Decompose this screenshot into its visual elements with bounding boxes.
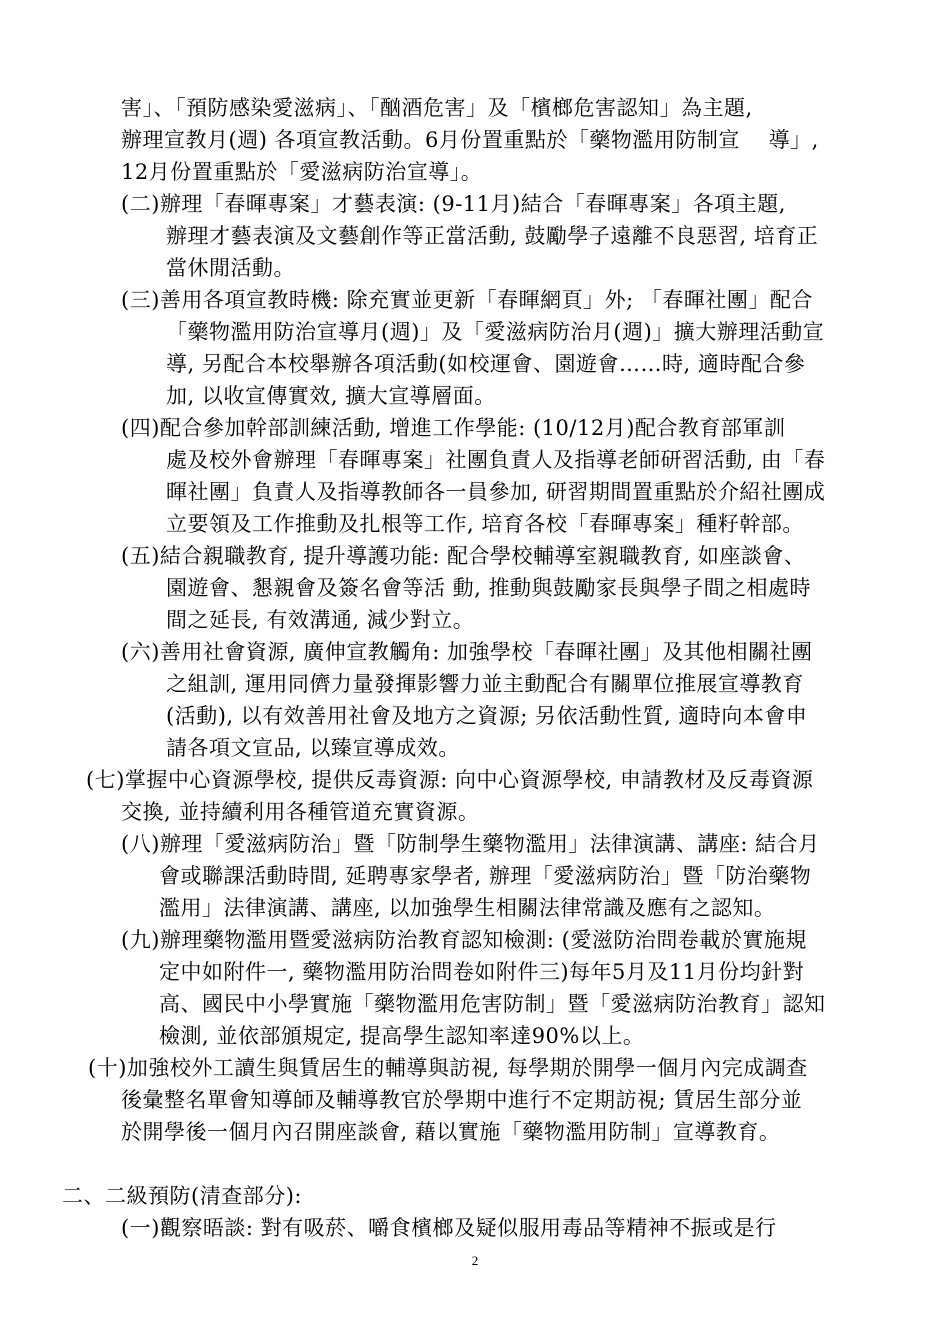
text-line: (五)結合親職教育, 提升導護功能: 配合學校輔導室親職教育, 如座談會、 — [121, 544, 806, 568]
text-line: 12月份置重點於「愛滋病防治宣導」。 — [121, 160, 483, 184]
text-line: (十)加強校外工讀生與賃居生的輔導與訪視, 每學期於開學一個月內完成調查 — [88, 1056, 808, 1080]
text-line: 園遊會、懇親會及簽名會等活 動, 推動與鼓勵家長與學子間之相處時 — [166, 576, 812, 600]
text-line: (九)辦理藥物濫用暨愛滋病防治教育認知檢測: (愛滋防治問卷載於實施規 — [121, 928, 807, 952]
list-item-5 — [121, 540, 811, 636]
text-line: 後彙整名單會知導師及輔導教官於學期中進行不定期訪視; 賃居生部分並 — [121, 1088, 803, 1112]
text-line: 暉社團」負責人及指導教師各一員參加, 研習期間置重點於介紹社團成 — [166, 480, 826, 504]
text-line: (八)辦理「愛滋病防治」暨「防制學生藥物濫用」法律演講、講座: 結合月 — [121, 832, 820, 856]
text-line: 定中如附件一, 藥物濫用防治問卷如附件三)每年5月及11月份均針對 — [159, 960, 805, 984]
list-item-6 — [121, 636, 812, 764]
list-item-9 — [121, 924, 826, 1052]
section-heading — [62, 1180, 302, 1212]
text-line: (七)掌握中心資源學校, 提供反毒資源: 向中心資源學校, 申請教材及反毒資源 — [86, 768, 814, 792]
text-line: 於開學後一個月內召開座談會, 藉以實施「藥物濫用防制」宣導教育。 — [121, 1120, 781, 1144]
paragraph-continued-intro — [121, 92, 819, 188]
text-line: 濫用」法律演講、講座, 以加強學生相關法律常識及應有之認知。 — [159, 896, 776, 920]
text-line: (二)辦理「春暉專案」才藝表演: (9-11月)結合「春暉專案」各項主題, — [121, 192, 786, 216]
text-line: 請各項文宣品, 以臻宣導成效。 — [166, 736, 460, 760]
text-line: 高、國民中小學實施「藥物濫用危害防制」暨「愛滋病防治教育」認知 — [159, 992, 826, 1016]
list-item-8 — [121, 828, 820, 924]
list-item-2 — [121, 188, 818, 284]
text-line: (三)善用各項宣教時機: 除充實並更新「春暉網頁」外; 「春暉社團」配合 — [121, 288, 813, 312]
list-item-10 — [88, 1052, 808, 1148]
text-line: (一)觀察晤談: 對有吸菸、嚼食檳榔及疑似服用毒品等精神不振或是行 — [121, 1216, 777, 1240]
text-line: 交換, 並持續利用各種管道充實資源。 — [121, 800, 480, 824]
text-line: 辦理宣教月(週) 各項宣教活動。6月份置重點於「藥物濫用防制宣 導」, — [121, 128, 819, 152]
list-item-4 — [121, 412, 825, 540]
text-line: 立要領及工作推動及扎根等工作, 培育各校「春暉專案」種籽幹部。 — [166, 512, 804, 536]
text-line: (四)配合參加幹部訓練活動, 增進工作學能: (10/12月)配合教育部軍訓 — [121, 416, 786, 440]
text-line: 會或聯課活動時間, 延聘專家學者, 辦理「愛滋病防治」暨「防治藥物 — [159, 864, 812, 888]
text-line: 二、二級預防(清查部分): — [62, 1184, 302, 1208]
list-item-7 — [86, 764, 813, 828]
text-line: 檢測, 並依部頒規定, 提高學生認知率達90%以上。 — [159, 1024, 645, 1048]
text-line: (活動), 以有效善用社會及地方之資源; 另依活動性質, 適時向本會申 — [166, 704, 808, 728]
section-2-list-item-1 — [121, 1212, 777, 1244]
page-number: 2 — [471, 1253, 479, 1268]
list-item-3 — [121, 284, 824, 412]
text-line: (六)善用社會資源, 廣伸宣教觸角: 加強學校「春暉社團」及其他相關社團 — [121, 640, 813, 664]
text-line: 處及校外會辦理「春暉專案」社團負責人及指導老師研習活動, 由「春 — [166, 448, 826, 472]
text-line: 之組訓, 運用同儕力量發揮影響力並主動配合有關單位推展宣導教育 — [166, 672, 804, 696]
text-line: 間之延長, 有效溝通, 減少對立。 — [166, 608, 475, 632]
text-line: 當休閒活動。 — [166, 256, 295, 280]
text-line: 害」、「預防感染愛滋病」、「酗酒危害」及「檳榔危害認知」為主題, — [121, 96, 753, 120]
text-line: 「藥物濫用防治宣導月(週)」及「愛滋病防治月(週)」擴大辦理活動宣 — [166, 320, 825, 344]
text-line: 辦理才藝表演及文藝創作等正當活動, 鼓勵學子遠離不良惡習, 培育正 — [166, 224, 819, 248]
text-line: 導, 另配合本校舉辦各項活動(如校運會、園遊會……時, 適時配合參 — [166, 352, 806, 376]
text-line: 加, 以收宣傳實效, 擴大宣導層面。 — [166, 384, 496, 408]
